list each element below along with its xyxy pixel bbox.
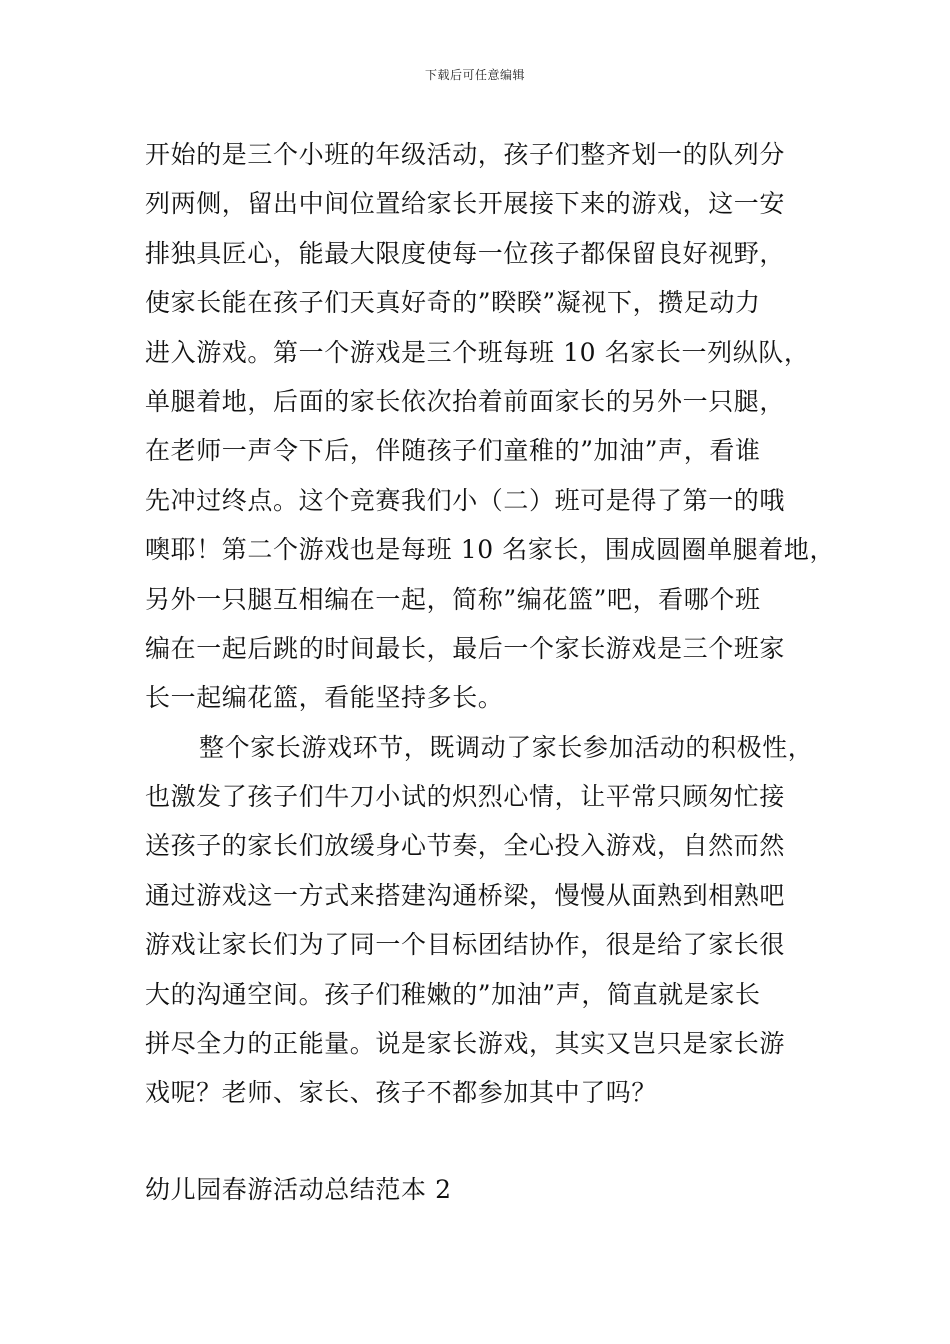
paragraph-line: 整个家长游戏环节，既调动了家长参加活动的积极性， bbox=[199, 732, 814, 762]
paragraph-line: 另外一只腿互相编在一起，简称”编花篮”吧，看哪个班 bbox=[145, 584, 761, 614]
paragraph-line: 游戏让家长们为了同一个目标团结协作，很是给了家长很 bbox=[145, 930, 786, 960]
paragraph-line: 先冲过终点。这个竞赛我们小（二）班可是得了第一的哦 bbox=[145, 485, 786, 515]
paragraph-line: 送孩子的家长们放缓身心节奏，全心投入游戏，自然而然 bbox=[145, 831, 786, 861]
paragraph-line: 编在一起后跳的时间最长，最后一个家长游戏是三个班家 bbox=[145, 633, 786, 663]
section-title: 幼儿园春游活动总结范本 2 bbox=[145, 1175, 452, 1204]
paragraph-line: 拼尽全力的正能量。说是家长游戏，其实又岂只是家长游 bbox=[145, 1029, 786, 1059]
paragraph-line: 列两侧，留出中间位置给家长开展接下来的游戏，这一安 bbox=[145, 189, 786, 219]
paragraph-line: 通过游戏这一方式来搭建沟通桥梁，慢慢从面熟到相熟吧 bbox=[145, 880, 786, 910]
paragraph-line: 大的沟通空间。孩子们稚嫩的”加油”声，简直就是家长 bbox=[145, 979, 761, 1009]
paragraph-line: 戏呢？老师、家长、孩子不都参加其中了吗？ bbox=[145, 1078, 658, 1108]
paragraph-line: 长一起编花篮，看能坚持多长。 bbox=[145, 683, 504, 713]
paragraph-line: 也激发了孩子们牛刀小试的炽烈心情，让平常只顾匆忙接 bbox=[145, 782, 786, 812]
paragraph-line: 单腿着地，后面的家长依次抬着前面家长的另外一只腿， bbox=[145, 386, 786, 416]
paragraph-line: 在老师一声令下后，伴随孩子们童稚的”加油”声，看谁 bbox=[145, 436, 761, 466]
paragraph-line: 噢耶！第二个游戏也是每班 10 名家长，围成圆圈单腿着地， bbox=[145, 535, 836, 565]
paragraph-1 bbox=[145, 130, 836, 723]
paragraph-2 bbox=[145, 723, 825, 1118]
paragraph-line: 开始的是三个小班的年级活动，孩子们整齐划一的队列分 bbox=[145, 140, 786, 169]
document-body bbox=[145, 130, 836, 1118]
paragraph-line: 使家长能在孩子们天真好奇的”睽睽”凝视下，攒足动力 bbox=[145, 288, 761, 318]
paragraph-line: 进入游戏。第一个游戏是三个班每班 10 名家长一列纵队， bbox=[145, 337, 810, 367]
paragraph-line: 排独具匠心，能最大限度使每一位孩子都保留良好视野， bbox=[145, 238, 786, 268]
header-note: 下载后可任意编辑 bbox=[424, 68, 525, 82]
